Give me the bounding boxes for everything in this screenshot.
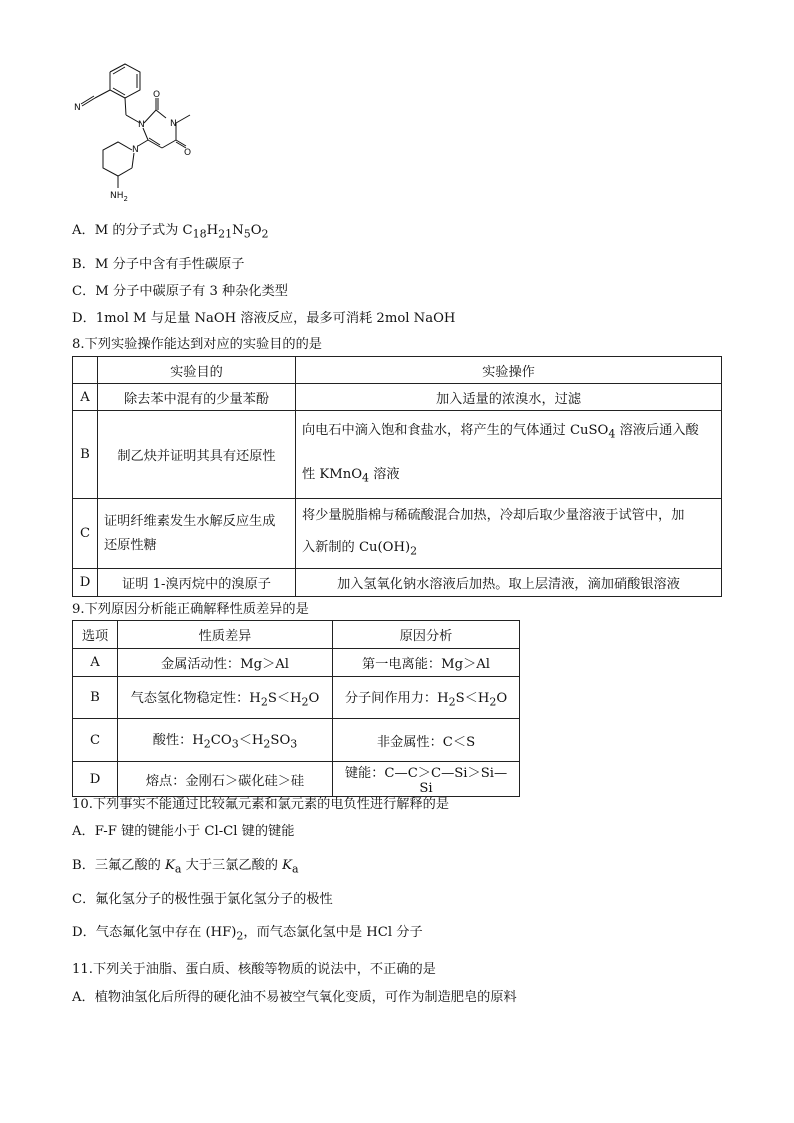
- option-d: D．气态氟化氢中存在 $(HF)_2$，而气态氯化氢中是 HCl 分子: [72, 925, 423, 943]
- atom-label: N: [74, 103, 81, 113]
- molecule-structure: [70, 60, 200, 205]
- table-row: D 证明 1-溴丙烷中的溴原子 加入氢氧化钠水溶液后加热。取上层清液，滴加硝酸银溶液: [73, 569, 722, 597]
- atom-label: N: [170, 119, 177, 129]
- atom-label: $NH_2$: [110, 191, 128, 203]
- table-row: D 熔点：金刚石＞碳化硅＞硅 键能：C—C＞C—Si＞Si—Si: [73, 762, 520, 797]
- table-row: B 气态氢化物稳定性：$H_2S<H_2O$ 分子间作用力：$H_2S<H_2O$: [73, 677, 520, 719]
- atom-label: N: [132, 145, 139, 155]
- option-c: C．氟化氢分子的极性强于氯化氢分子的极性: [72, 892, 333, 907]
- option-b: B．M 分子中含有手性碳原子: [72, 257, 245, 272]
- option-a: A．M 的分子式为 $C_{18}H_{21}N_5O_2$: [72, 223, 269, 241]
- option-b: B．三氟乙酸的 $K_a$ 大于三氯乙酸的 $K_a$: [72, 858, 299, 876]
- table-row: A 金属活动性：Mg＞Al 第一电离能：Mg＞Al: [73, 649, 520, 677]
- option-c: C．M 分子中碳原子有 3 种杂化类型: [72, 284, 288, 299]
- table-header: 实验目的: [98, 357, 296, 384]
- q8-table: [72, 356, 722, 597]
- option-a: A．F-F 键的键能小于 Cl-Cl 键的键能: [72, 824, 295, 839]
- atom-label: O: [184, 148, 192, 158]
- q9-table: [72, 620, 520, 797]
- question-8-stem: 8.下列实验操作能达到对应的实验目的的是: [72, 337, 322, 352]
- table-header: 性质差异: [118, 621, 333, 649]
- question-11-stem: 11.下列关于油脂、蛋白质、核酸等物质的说法中，不正确的是: [72, 962, 436, 977]
- table-row: B 制乙炔并证明其具有还原性 向电石中滴入饱和食盐水，将产生的气体通过 CuSO$_4$ 溶液后通入酸 性 KMnO$_4$ 溶液: [73, 411, 722, 499]
- table-header: 实验操作: [296, 357, 722, 384]
- table-header: 选项: [73, 621, 118, 649]
- question-10-stem: 10.下列事实不能通过比较氟元素和氯元素的电负性进行解释的是: [72, 797, 450, 812]
- table-row: C 酸性：$H_2CO_3<H_2SO_3$ 非金属性：C＜S: [73, 719, 520, 762]
- atom-label: O: [153, 90, 161, 100]
- question-9-stem: 9.下列原因分析能正确解释性质差异的是: [72, 602, 309, 617]
- option-a: A．植物油氢化后所得的硬化油不易被空气氧化变质，可作为制造肥皂的原料: [72, 990, 517, 1005]
- table-row: C 证明纤维素发生水解反应生成 还原性糖 将少量脱脂棉与稀硫酸混合加热，冷却后取少量溶液于试管中，加 入新制的 $Cu(OH)_2$: [73, 499, 722, 569]
- option-d: D．1mol M 与足量 NaOH 溶液反应，最多可消耗 2mol NaOH: [72, 311, 456, 326]
- table-row: A 除去苯中混有的少量苯酚 加入适量的浓溴水，过滤: [73, 384, 722, 411]
- atom-label: N: [138, 120, 145, 130]
- table-header: 原因分析: [333, 621, 520, 649]
